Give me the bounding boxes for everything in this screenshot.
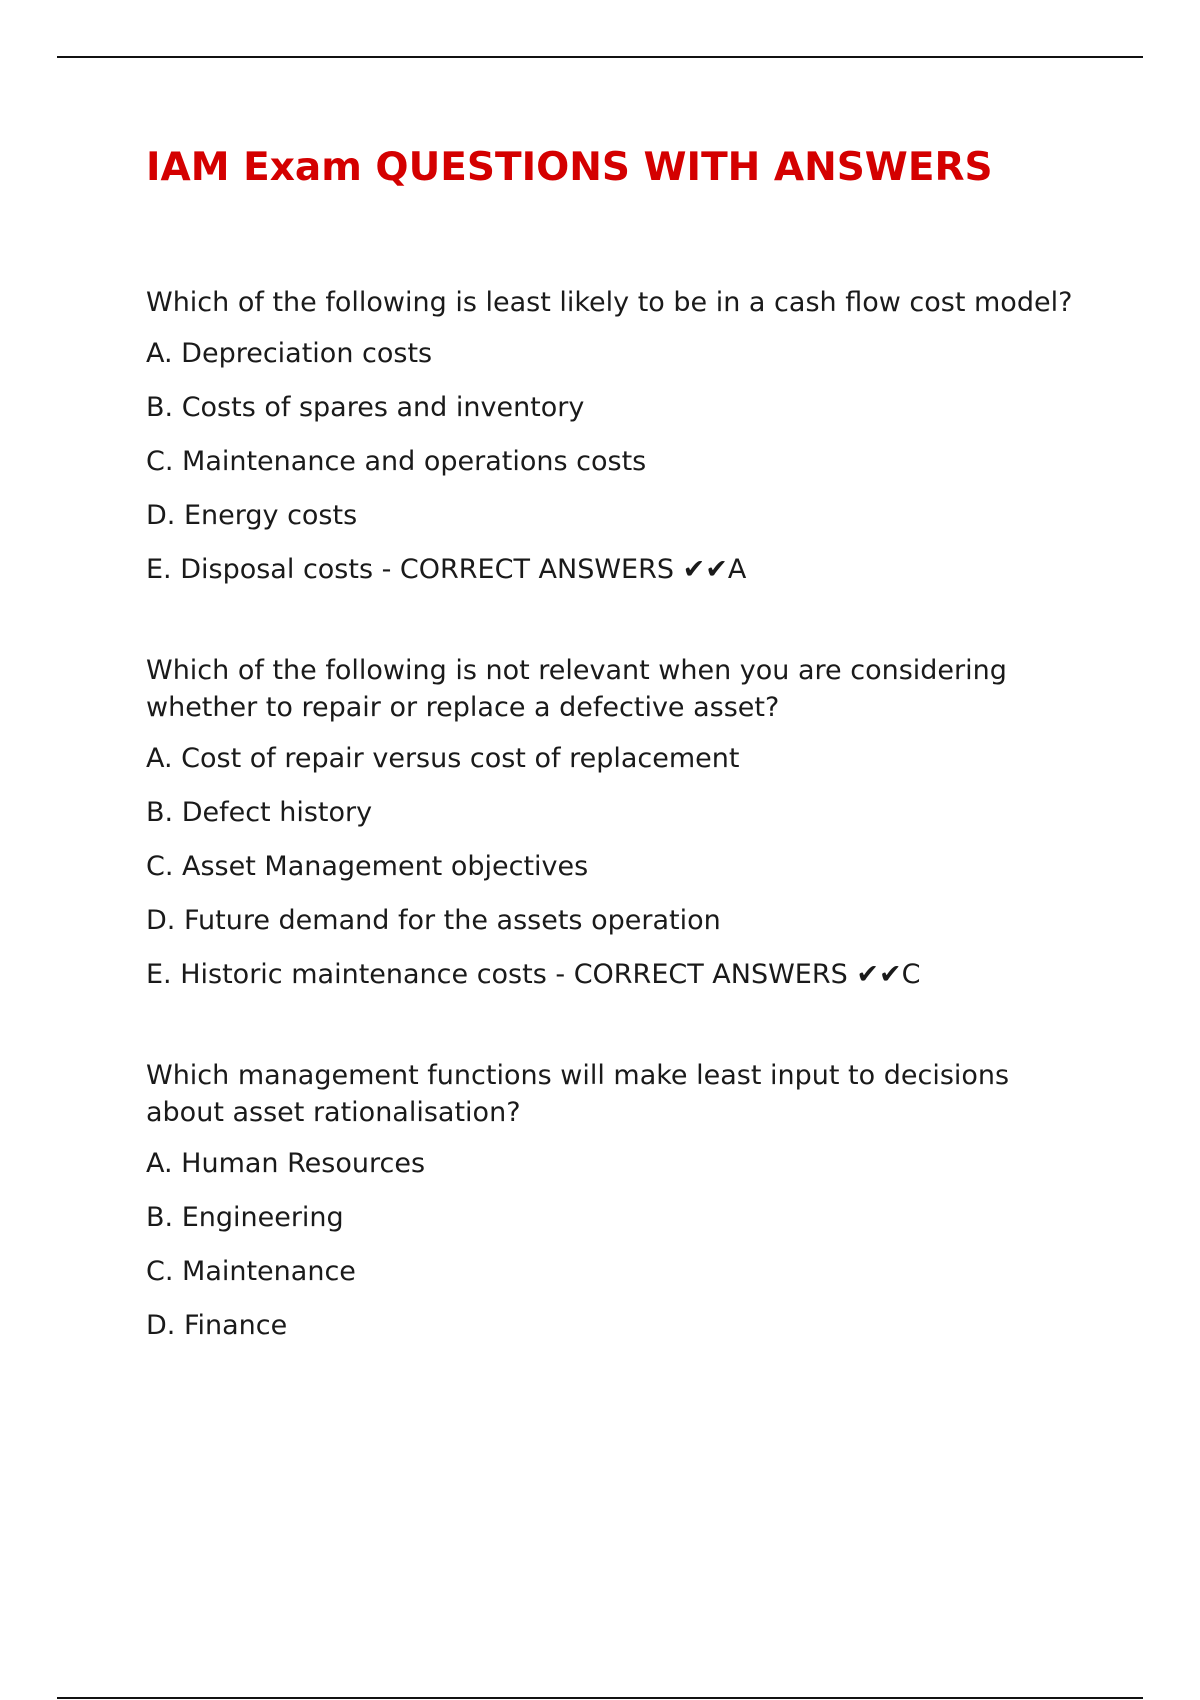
question-text: Which of the following is least likely to be in a cash flow cost model?	[146, 287, 1073, 318]
document-body	[146, 140, 1086, 1344]
top-divider	[57, 56, 1143, 58]
answer-option-a: A. Human Resources	[146, 1148, 426, 1179]
answer-option-e: E. Disposal costs - CORRECT ANSWERS ✔✔A	[146, 554, 747, 585]
answer-options	[146, 1145, 1086, 1344]
answer-option-c: C. Maintenance and operations costs	[146, 446, 647, 477]
answer-options	[146, 740, 1086, 993]
answer-option-a: A. Depreciation costs	[146, 338, 433, 369]
document-title: IAM Exam QUESTIONS WITH ANSWERS	[146, 145, 993, 190]
question-block-3	[146, 1057, 1086, 1344]
answer-option-d: D. Finance	[146, 1310, 288, 1341]
answer-option-d: D. Future demand for the assets operation	[146, 905, 721, 936]
question-text: Which management functions will make least input to decisions about asset rationalisation?	[146, 1060, 1010, 1128]
question-block-1	[146, 284, 1086, 588]
answer-option-d: D. Energy costs	[146, 500, 358, 531]
answer-option-c: C. Maintenance	[146, 1256, 356, 1287]
answer-option-c: C. Asset Management objectives	[146, 851, 589, 882]
answer-option-e: E. Historic maintenance costs - CORRECT ANSWERS ✔✔C	[146, 959, 921, 990]
answer-options	[146, 335, 1086, 588]
answer-option-b: B. Costs of spares and inventory	[146, 392, 585, 423]
answer-option-a: A. Cost of repair versus cost of replacement	[146, 743, 740, 774]
answer-option-b: B. Defect history	[146, 797, 373, 828]
question-text: Which of the following is not relevant when you are considering whether to repair or replace a defective asset?	[146, 655, 1007, 723]
bottom-divider	[57, 1697, 1143, 1699]
answer-option-b: B. Engineering	[146, 1202, 344, 1233]
question-block-2	[146, 652, 1086, 993]
